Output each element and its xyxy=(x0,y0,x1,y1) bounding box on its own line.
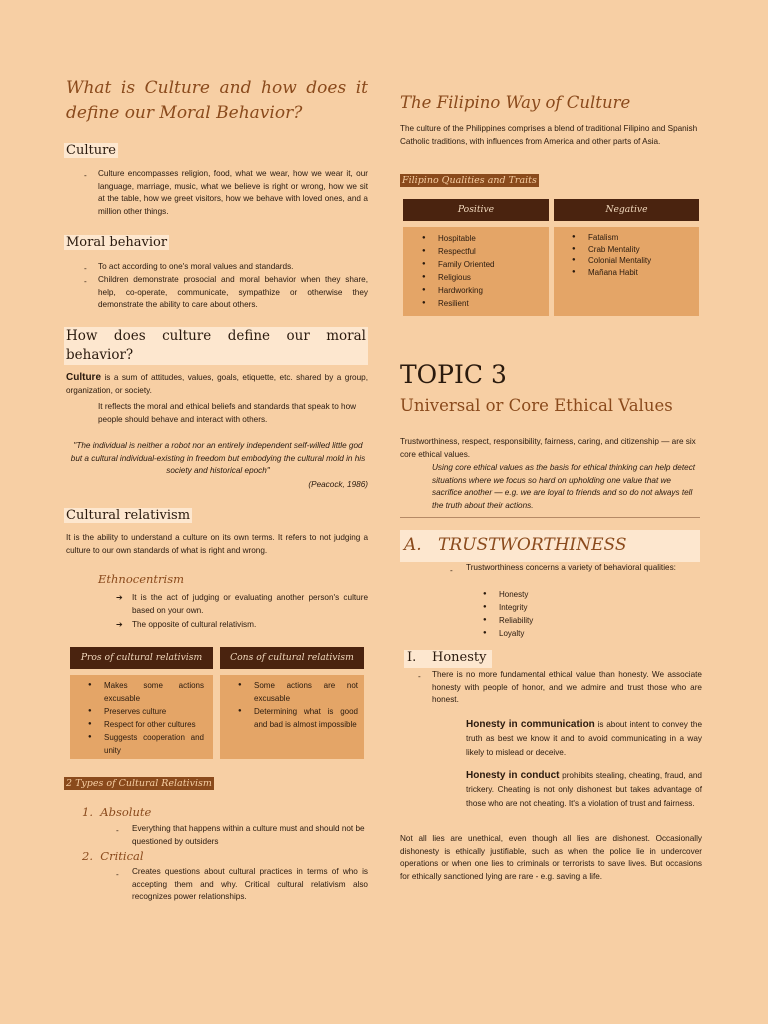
honesty-communication: Honesty in communication is about intent to convey the truth as best we know it and to avoid communicating in a way likely to mislead or deceive. xyxy=(466,719,703,757)
absolute-desc: Everything that happens within a culture must and should not be questioned by outsiders xyxy=(132,824,365,846)
ethnocentrism-title: Ethnocentrism xyxy=(98,572,185,586)
positive-item: ● Hospitable xyxy=(438,232,549,245)
pros-item: ● Preserves culture xyxy=(104,705,204,718)
critical-desc: Creates questions about cultural practices in terms of who is accepting them and why. Critical cultural relativism also recognizes power relationships. xyxy=(132,867,368,902)
arrow-icon: ➔ xyxy=(116,593,123,602)
arrow-icon: ➔ xyxy=(116,620,123,629)
filipino-title: The Filipino Way of Culture xyxy=(400,93,631,112)
honesty-text: There is no more fundamental ethical value than honesty. We associate honesty with people of honor, and we admire and trust those who are honest. xyxy=(432,670,702,705)
positive-item: ● Resilient xyxy=(438,297,549,310)
types-tag: 2 Types of Cultural Relativism xyxy=(66,778,212,789)
moral-item-2: Children demonstrate prosocial and moral behavior when they share, help, co-operate, communicate, sympathize or otherwise they demonstrate the ability to care about others. xyxy=(98,275,368,310)
trust-quality: ● Reliability xyxy=(499,614,533,627)
positive-item: ● Family Oriented xyxy=(438,258,549,271)
culture-text: Culture encompasses religion, food, what we wear, how we wear it, our language, marriage, music, what we believe is right or wrong, how we sit at the table, how we greet visitors, how we behave with loved ones, and a million other things. xyxy=(98,169,368,216)
negative-box xyxy=(554,227,699,316)
relativism-text: It is the ability to understand a culture on its own terms. It refers to not judging a culture to our own standards of what is right and wrong. xyxy=(66,533,368,555)
honesty-heading xyxy=(404,650,492,668)
positive-item: ● Hardworking xyxy=(438,284,549,297)
negative-item: ● Crab Mentality xyxy=(588,244,699,256)
how-lead-text: is a sum of attitudes, values, goals, etiquette, etc. shared by a group, organization, or society. xyxy=(66,373,368,395)
trust-title: TRUSTWORTHINESS xyxy=(438,535,627,555)
how-lead xyxy=(66,372,368,397)
cultural-relativism-heading: Cultural relativism xyxy=(66,508,191,523)
positive-item: ● Respectful xyxy=(438,245,549,258)
trustworthiness-banner xyxy=(400,530,700,562)
cons-header: Cons of cultural relativism xyxy=(220,647,364,669)
closing-text: Not all lies are unethical, even though all lies are dishonest. Occasionally dishonesty is ethically justifiable, such as when the police lie in undercover operations or when one lies to criminals or terrorists to save lives. But occasions for ethically sanctioned lying are rare - e.g. saving a life. xyxy=(400,834,702,881)
culture-heading: Culture xyxy=(66,143,116,158)
pros-item: ● Respect for other cultures xyxy=(104,718,204,731)
divider xyxy=(400,517,700,518)
dash-bullet: - xyxy=(116,826,119,835)
type-absolute: 1. Absolute xyxy=(82,805,152,819)
dash-bullet: - xyxy=(84,277,87,286)
dash-bullet: - xyxy=(450,566,453,575)
cons-box xyxy=(220,675,364,759)
topic-text: Trustworthiness, respect, responsibility, fairness, caring, and citizenship — are six core ethical values. xyxy=(400,437,696,459)
trust-quality: ● Integrity xyxy=(499,601,533,614)
pros-header: Pros of cultural relativism xyxy=(70,647,213,669)
topic-italic: Using core ethical values as the basis for ethical thinking can help detect situations where we focus so hard on upholding one value that we sacrifice another — e.g. we are loyal to friends and so do not always tell the truth about their actions. xyxy=(432,463,696,510)
negative-header: Negative xyxy=(554,199,699,221)
cons-item: ● Some actions are not excusable xyxy=(254,679,358,705)
peacock-quote: "The individual is neither a robot nor an entirely independent self-willed little god but a cultural individual-existing in freedom but embodying the cultural mold in his society and historical epoch" xyxy=(70,441,366,476)
trust-lead: Trustworthiness concerns a variety of behavioral qualities: xyxy=(466,563,676,572)
topic-subtitle: Universal or Core Ethical Values xyxy=(400,396,673,415)
negative-item: ● Fatalism xyxy=(588,232,699,244)
trust-letter: A. xyxy=(404,535,422,555)
negative-item: ● Colonial Mentality xyxy=(588,255,699,267)
positive-header: Positive xyxy=(403,199,549,221)
filipino-tag: Filipino Qualities and Traits xyxy=(402,175,537,186)
trust-quality: ● Loyalty xyxy=(499,627,533,640)
dash-bullet: - xyxy=(84,171,87,180)
culture-bold: Culture xyxy=(66,372,101,383)
ethno-item-1: It is the act of judging or evaluating another person's culture based on your own. xyxy=(132,593,368,615)
negative-item: ● Mañana Habit xyxy=(588,267,699,279)
dash-bullet: - xyxy=(116,870,119,879)
honesty-numeral: I. xyxy=(407,650,417,665)
how-indent: It reflects the moral and ethical beliefs and standards that speak to how people should behave and interact with others. xyxy=(98,402,357,424)
pros-box xyxy=(70,675,213,759)
positive-item: ● Religious xyxy=(438,271,549,284)
dash-bullet: - xyxy=(84,264,87,273)
page-title: What is Culture and how does it define our Moral Behavior? xyxy=(66,78,368,123)
pros-item: ● Suggests cooperation and unity xyxy=(104,731,204,757)
cons-item: ● Determining what is good and bad is almost impossible xyxy=(254,705,358,731)
moral-behavior-heading: Moral behavior xyxy=(66,235,168,250)
positive-box xyxy=(403,227,549,316)
filipino-text: The culture of the Philippines comprises a blend of traditional Filipino and Spanish Catholic traditions, with influences from America and other parts of Asia. xyxy=(400,124,698,146)
honesty-conduct: Honesty in conduct prohibits stealing, cheating, fraud, and trickery. Cheating is not only dishonest but takes advantage of those who are not cheating. It's a violation of trust and fairness. xyxy=(466,770,702,808)
topic-label: TOPIC 3 xyxy=(400,360,507,389)
pros-item: ● Makes some actions excusable xyxy=(104,679,204,705)
quote-citation: (Peacock, 1986) xyxy=(308,480,368,489)
dash-bullet: - xyxy=(418,672,421,681)
how-heading: How does culture define our moral behavior? xyxy=(66,328,366,363)
moral-item-1: To act according to one's moral values and standards. xyxy=(98,262,294,271)
ethno-item-2: The opposite of cultural relativism. xyxy=(132,620,257,629)
trust-quality: ● Honesty xyxy=(499,588,533,601)
honesty-title: Honesty xyxy=(432,650,487,665)
type-critical: 2. Critical xyxy=(82,849,144,863)
